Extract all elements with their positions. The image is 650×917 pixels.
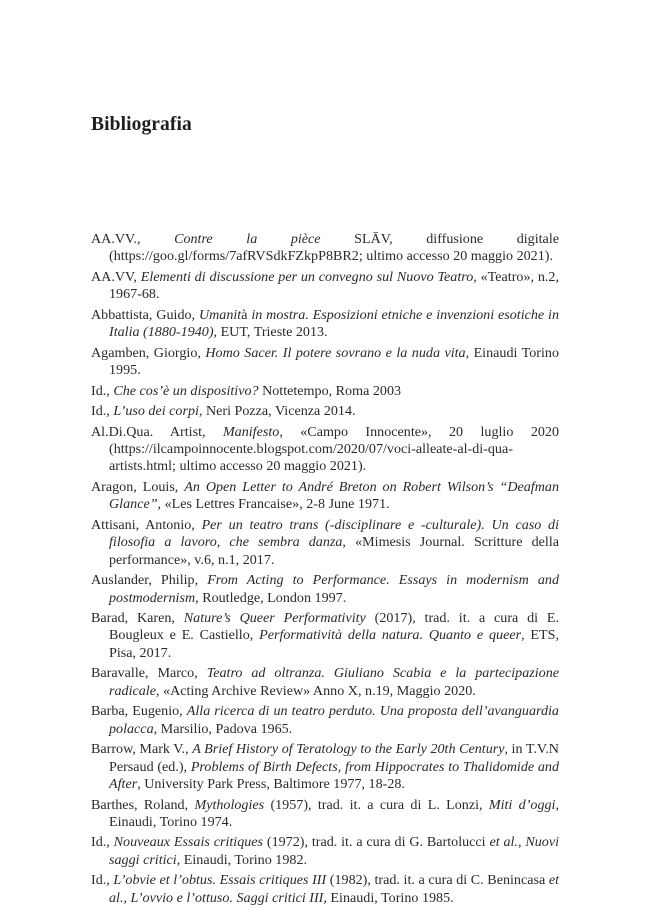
entry-text: Id., [91,403,114,420]
bibliography-entry [91,383,559,400]
entry-text: , «Campo Innocente», 20 luglio 2020 (https://ilcampoinnocente.blogspot.com/2020/07/voci-alleate-al-di-qua-artists.html; ultimo accesso 20 maggio 2021). [109,423,560,475]
entry-title-italic: Nature’s Queer Performativity [183,610,366,627]
entry-title-italic: L’obvie et l’obtus. Essais critiques III [113,872,327,889]
bibliography-entry [91,665,559,700]
entry-text: à [241,306,248,323]
entry-text: , University Park Press, Baltimore 1977, 18-28. [137,776,405,792]
entry-title-italic: Umanit [198,306,242,323]
bibliography-entry [91,797,559,832]
entry-title-italic: A Brief History of Teratology to the Early 20th Century [192,741,505,758]
entry-text: Id., [91,382,114,399]
entry-text: Baravalle, Marco, [91,665,207,682]
entry-text: SLĀV, diffusione digitale (https://goo.gl/forms/7afRVSdkFZkpP8BR2; ultimo accesso 20 maggio 2021). [109,231,559,265]
entry-text: Aragon, Louis, [91,478,185,495]
entry-title-italic: et al. [109,872,559,906]
entry-text: Attisani, Antonio, [91,516,202,533]
entry-text: , Routledge, London 1997. [195,589,347,606]
entry-text: Agamben, Giorgio, [91,344,206,361]
entry-title-italic: Problems of Birth Defects, from Hippocrates to Thalidomide and After [109,758,560,792]
entry-title-italic: Per un teatro trans (-disciplinare e -culturale). Un caso di filosofia a lavoro, che sembra danza [109,516,559,551]
entry-text: Einaudi, Torino 1985. [326,889,454,906]
bibliography-entry [91,703,559,738]
entry-title-italic: An Open Letter to André Breton on Robert Wilson’s “Deafman Glance” [109,478,559,513]
entry-title-italic: From Acting to Performance. Essays in modernism and postmodernism [109,572,559,606]
entry-text: , «Mimesis Journal. Scritture della performance», v.6, n.1, 2017. [109,534,559,568]
bibliography-entry [91,479,559,514]
entry-text: EUT, Trieste 2013. [217,324,328,341]
entry-text: Barad, Karen, [91,610,184,627]
entry-text: Abbattista, Guido, [91,306,199,323]
bibliography-entry [91,834,559,869]
entry-text: , [123,889,131,906]
entry-text: , «Les Lettres Francaise», 2-8 June 1971. [157,496,390,513]
entry-text: Id., [91,834,114,851]
entry-text: , ETS, Pisa, 2017. [109,627,559,661]
page-title: Bibliografia [91,114,192,135]
entry-text: , «Acting Archive Review» Anno X, n.19, Maggio 2020. [155,682,476,699]
bibliography-entry [91,269,559,304]
entry-title-italic: Manifesto [222,423,280,440]
bibliography-list [91,231,559,910]
entry-text: (1982), trad. it. a cura di C. Benincasa [326,872,549,889]
entry-text: , [517,834,526,851]
bibliography-entry [91,610,559,662]
entry-title-italic: et al. [489,834,518,851]
entry-title-italic: in mostra. Esposizioni etniche e invenzioni esotiche in Italia (1880-1940), [109,306,559,341]
entry-title-italic: Alla ricerca di un teatro perduto. Una proposta dell’avanguardia polacca [109,703,559,737]
bibliography-entry [91,872,559,907]
entry-title-italic: L’uso dei corpi [113,403,199,420]
bibliography-entry [91,572,559,607]
entry-text: , «Teatro», n.2, 1967-68. [109,268,559,303]
entry-text: Einaudi, Torino 1982. [180,851,308,868]
entry-text: Al.Di.Qua. Artist, [91,423,223,440]
bibliography-entry [91,424,559,476]
bibliography-entry [91,741,559,793]
entry-text: , Einaudi, Torino 1974. [109,796,559,830]
entry-title-italic: L’ovvio e l’ottuso. Saggi critici III, [130,889,327,906]
entry-text: Auslander, Philip, [91,572,208,589]
entry-text: Barthes, Roland, [91,796,195,813]
entry-title-italic: Che cos’è un dispositivo? [113,382,259,399]
entry-text: (1957), trad. it. a cura di L. Lonzi, [264,796,489,813]
entry-text: , in T.V.N Persaud (ed.), [109,741,559,775]
entry-text: Barrow, Mark V., [91,741,193,758]
bibliography-entry [91,517,559,569]
entry-text: Nottetempo, Roma 2003 [258,382,402,399]
entry-title-italic: Nouveaux Essais critiques [113,834,264,851]
bibliography-entry [91,231,559,266]
entry-text: Id., [91,872,114,889]
entry-title-italic: Mythologies [194,796,265,813]
entry-text: AA.VV, [91,268,141,285]
entry-title-italic: Miti d’oggi [488,796,556,813]
entry-text: Barba, Eugenio, [91,703,187,720]
entry-title-italic: Contre la pièce [174,231,321,247]
bibliography-entry [91,345,559,380]
entry-title-italic: Elementi di discussione per un convegno sul Nuovo Teatro [140,268,474,285]
entry-text: , Einaudi Torino 1995. [109,344,559,379]
entry-title-italic: Performatività della natura. Quanto e queer [259,627,522,644]
bibliography-entry [91,403,559,420]
entry-title-italic: Nuovi saggi critici, [109,834,560,868]
entry-text: (2017), trad. it. a cura di E. Bougleux e E. Castiello, [109,610,560,644]
entry-title-italic: Homo Sacer. Il potere sovrano e la nuda vita [205,344,466,361]
entry-text: (1972), trad. it. a cura di G. Bartolucci [263,834,490,851]
bibliography-entry [91,307,559,342]
entry-text: , Neri Pozza, Vicenza 2014. [198,403,356,420]
entry-text: AA.VV., [91,231,175,247]
entry-text: , Marsilio, Padova 1965. [153,720,293,737]
entry-title-italic: Teatro ad oltranza. Giuliano Scabia e la partecipazione radicale [109,665,560,699]
